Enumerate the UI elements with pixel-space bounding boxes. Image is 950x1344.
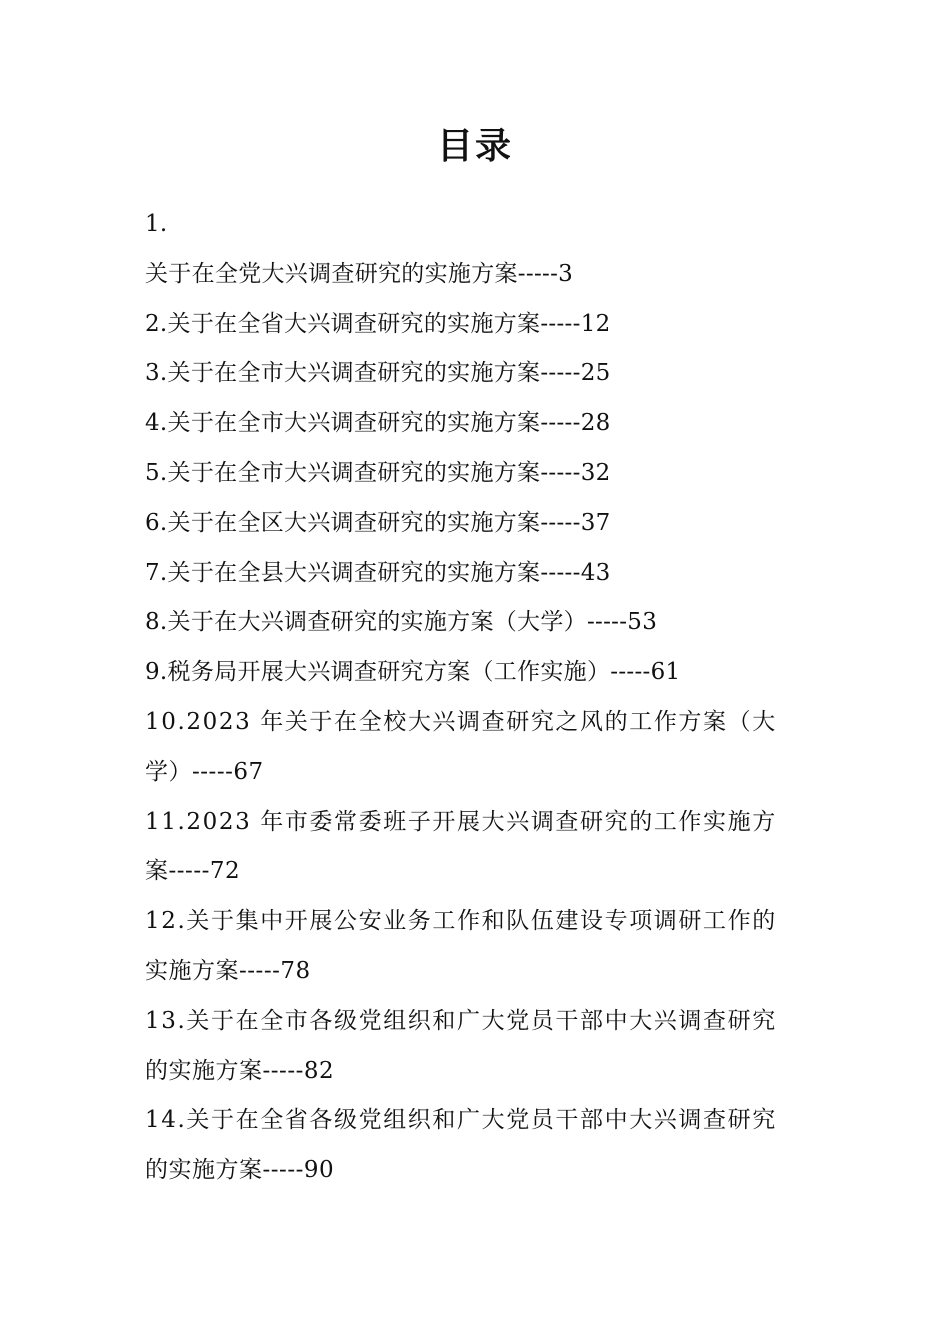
- toc-entry-10-continued[interactable]: 学）-----67: [145, 758, 264, 785]
- toc-entry-6[interactable]: 6.关于在全区大兴调查研究的实施方案-----37: [145, 509, 611, 536]
- toc-entry-10[interactable]: 10.2023 年关于在全校大兴调查研究之风的工作方案（大: [145, 708, 777, 735]
- toc-entry-9[interactable]: 9.税务局开展大兴调查研究方案（工作实施）-----61: [145, 659, 681, 686]
- toc-entry-12[interactable]: 12.关于集中开展公安业务工作和队伍建设专项调研工作的: [145, 908, 777, 935]
- toc-entry-4[interactable]: 4.关于在全市大兴调查研究的实施方案-----28: [145, 410, 611, 437]
- toc-entry-14-continued[interactable]: 的实施方案-----90: [145, 1157, 335, 1184]
- toc-entry-3[interactable]: 3.关于在全市大兴调查研究的实施方案-----25: [145, 360, 611, 387]
- toc-entry-5[interactable]: 5.关于在全市大兴调查研究的实施方案-----32: [145, 459, 611, 486]
- toc-entry-12-continued[interactable]: 实施方案-----78: [145, 957, 311, 984]
- toc-entry-14[interactable]: 14.关于在全省各级党组织和广大党员干部中大兴调查研究: [145, 1107, 777, 1134]
- toc-entry-2[interactable]: 2.关于在全省大兴调查研究的实施方案-----12: [145, 310, 611, 337]
- toc-entry-13-continued[interactable]: 的实施方案-----82: [145, 1057, 335, 1084]
- table-of-contents: [145, 200, 810, 1196]
- toc-entry-1[interactable]: 关于在全党大兴调查研究的实施方案-----3: [145, 260, 574, 287]
- toc-entry-7[interactable]: 7.关于在全县大兴调查研究的实施方案-----43: [145, 559, 611, 586]
- toc-entry-13[interactable]: 13.关于在全市各级党组织和广大党员干部中大兴调查研究: [145, 1007, 777, 1034]
- toc-entry-11[interactable]: 11.2023 年市委常委班子开展大兴调查研究的工作实施方: [145, 808, 777, 835]
- toc-entry-8[interactable]: 8.关于在大兴调查研究的实施方案（大学）-----53: [145, 609, 658, 636]
- toc-entry-1-number: 1.: [145, 211, 168, 237]
- toc-entry-11-continued[interactable]: 案-----72: [145, 858, 241, 885]
- toc-title: 目录: [436, 125, 513, 167]
